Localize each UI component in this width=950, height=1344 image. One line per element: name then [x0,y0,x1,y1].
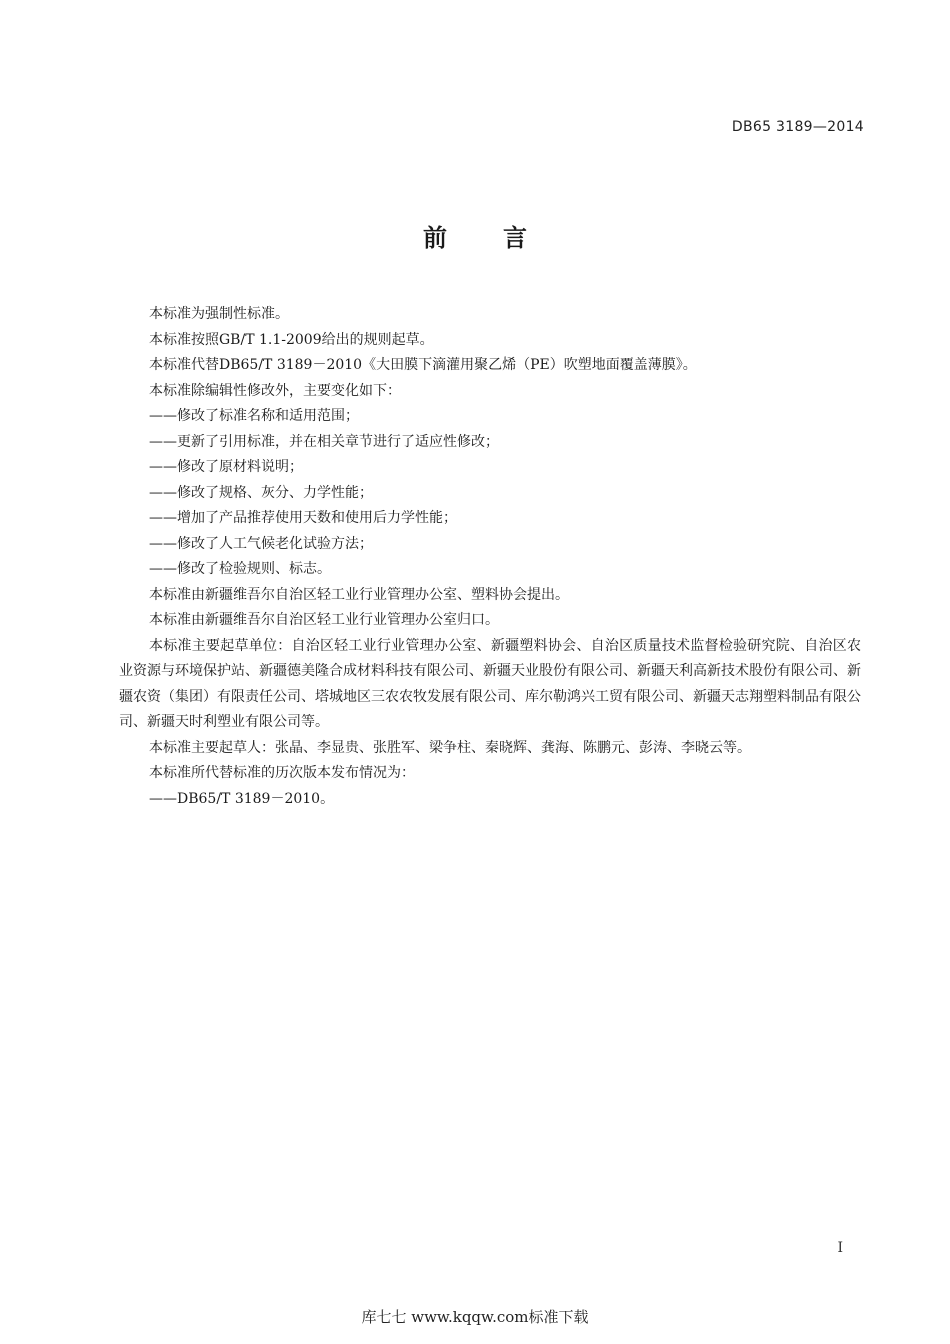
foreword-body [119,302,861,812]
change-item: ——修改了原材料说明； [149,459,303,475]
history-item: ——DB65/T 3189－2010。 [149,790,335,807]
paragraph-changes-intro: 本标准除编辑性修改外，主要变化如下： [149,382,401,399]
paragraph-drafting-units: 本标准主要起草单位：自治区轻工业行业管理办公室、新疆塑料协会、自治区质量技术监督检验研究院、自治区农业资源与环境保护站、新疆德美隆合成材料科技有限公司、新疆天业股份有限公司、新疆天利高新技术股份有限公司、新疆农资（集团）有限责任公司、塔城地区三农农牧发展有限公司、库尔勒鸿兴工贸有限公司、新疆天志翔塑料制品有限公司、新疆天时利塑业有限公司等。 [119,637,861,730]
paragraph-history-intro: 本标准所代替标准的历次版本发布情况为： [149,765,415,781]
paragraph-replaces: 本标准代替DB65/T 3189－2010《大田膜下滴灌用聚乙烯（PE）吹塑地面覆盖薄膜》。 [149,357,697,373]
page-number: I [837,1240,843,1256]
change-item: ——更新了引用标准，并在相关章节进行了适应性修改； [149,433,499,450]
change-item: ——增加了产品推荐使用天数和使用后力学性能； [149,510,457,526]
paragraph-drafting-rules: 本标准按照GB/T 1.1-2009给出的规则起草。 [149,331,434,348]
paragraph-drafters: 本标准主要起草人：张晶、李显贵、张胜军、梁争柱、秦晓辉、龚海、陈鹏元、彭涛、李晓云等。 [149,739,751,756]
change-item: ——修改了人工气候老化试验方法； [149,535,373,552]
paragraph-under-jurisdiction: 本标准由新疆维吾尔自治区轻工业行业管理办公室归口。 [149,612,499,628]
change-item: ——修改了标准名称和适用范围； [149,408,359,424]
footer-watermark: 库七七 www.kqqw.com标准下载 [361,1308,589,1326]
paragraph-proposed-by: 本标准由新疆维吾尔自治区轻工业行业管理办公室、塑料协会提出。 [149,586,569,603]
change-item: ——修改了规格、灰分、力学性能； [149,484,373,501]
document-code: DB65 3189—2014 [731,119,864,135]
title-char-2: 言 [503,224,527,252]
title-char-1: 前 [423,224,447,252]
paragraph-mandatory: 本标准为强制性标准。 [149,306,289,322]
change-item: ——修改了检验规则、标志。 [149,561,331,577]
page-title [0,218,950,253]
